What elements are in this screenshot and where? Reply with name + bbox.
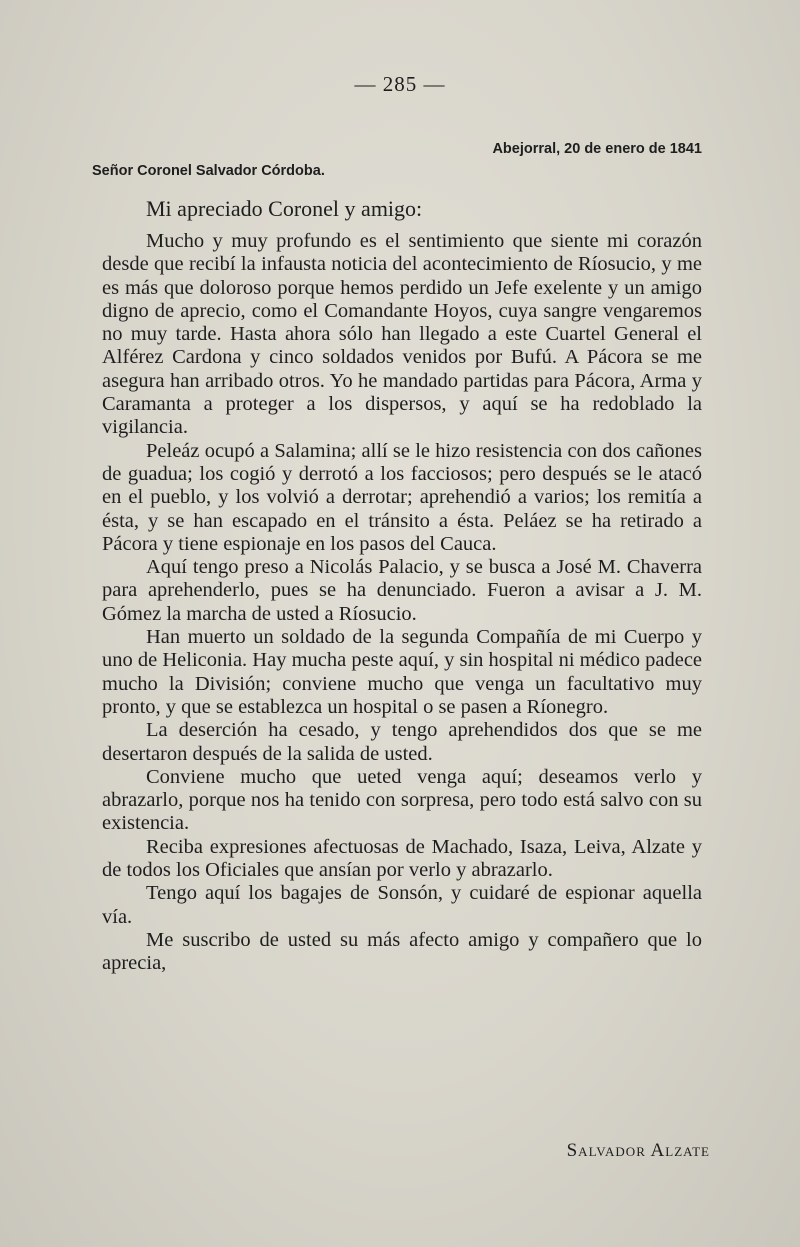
paragraph: Me suscribo de usted su más afecto amigo y compañero que lo aprecia, [102,928,702,975]
paragraph: La deserción ha cesado, y tengo aprehendidos dos que se me desertaron después de la salida de usted. [102,719,702,765]
letter-place-date: Abejorral, 20 de enero de 1841 [492,141,702,157]
paragraph: Aquí tengo preso a Nicolás Palacio, y se busca a José M. Chaverra para aprehenderlo, pues se ha denunciado. Fueron a avisar a J. M. Gómez la marcha de usted a Ríosucio. [102,556,702,625]
paragraph: Mucho y muy profundo es el sentimiento que siente mi corazón desde que recibí la infausta noticia del acontecimiento de Ríosucio, y me es más que doloroso porque hemos perdido un Jefe exelente y un amigo digno de aprecio, como el Comandante Hoyos, cuya sangre vengaremos no muy tarde. Hasta ahora sólo han llegado a este Cuartel General el Alférez Cardona y cinco soldados venidos por Bufú. A Pácora se me asegura han arribado otros. Yo he mandado partidas para Pácora, Arma y Caramanta a proteger a los dispersos, y aquí se ha redoblado la vigilancia. [102,230,702,439]
letter-body [102,230,702,976]
paragraph: Tengo aquí los bagajes de Sonsón, y cuidaré de espionar aquella vía. [102,882,702,928]
letter-salutation: Mi apreciado Coronel y amigo: [146,196,423,221]
page-number: — 285 — [354,72,446,96]
letter-addressee: Señor Coronel Salvador Córdoba. [92,163,325,179]
paragraph: Han muerto un soldado de la segunda Compañía de mi Cuerpo y uno de Heliconia. Hay mucha peste aquí, y sin hospital ni médico padece mucho la División; conviene mucho que venga un facultativo muy pronto, y que se establezca un hospital o se pasen a Ríonegro. [102,626,703,718]
paragraph: Peleáz ocupó a Salamina; allí se le hizo resistencia con dos cañones de guadua; los cogió y derrotó a los facciosos; pero después se le atacó en el pueblo, y los volvió a derrotar; aprehendió a varios; los remitía a ésta, y se han escapado en el tránsito a ésta. Peláez se ha retirado a Pácora y tiene espionaje en los pasos del Cauca. [102,439,702,555]
letter-signature: Salvador Alzate [566,1140,710,1161]
paragraph: Reciba expresiones afectuosas de Machado, Isaza, Leiva, Alzate y de todos los Oficiales que ansían por verlo y abrazarlo. [102,835,702,882]
paragraph: Conviene mucho que ueted venga aquí; deseamos verlo y abrazarlo, porque nos ha tenido con sorpresa, pero todo está salvo con su existencia. [102,765,702,835]
